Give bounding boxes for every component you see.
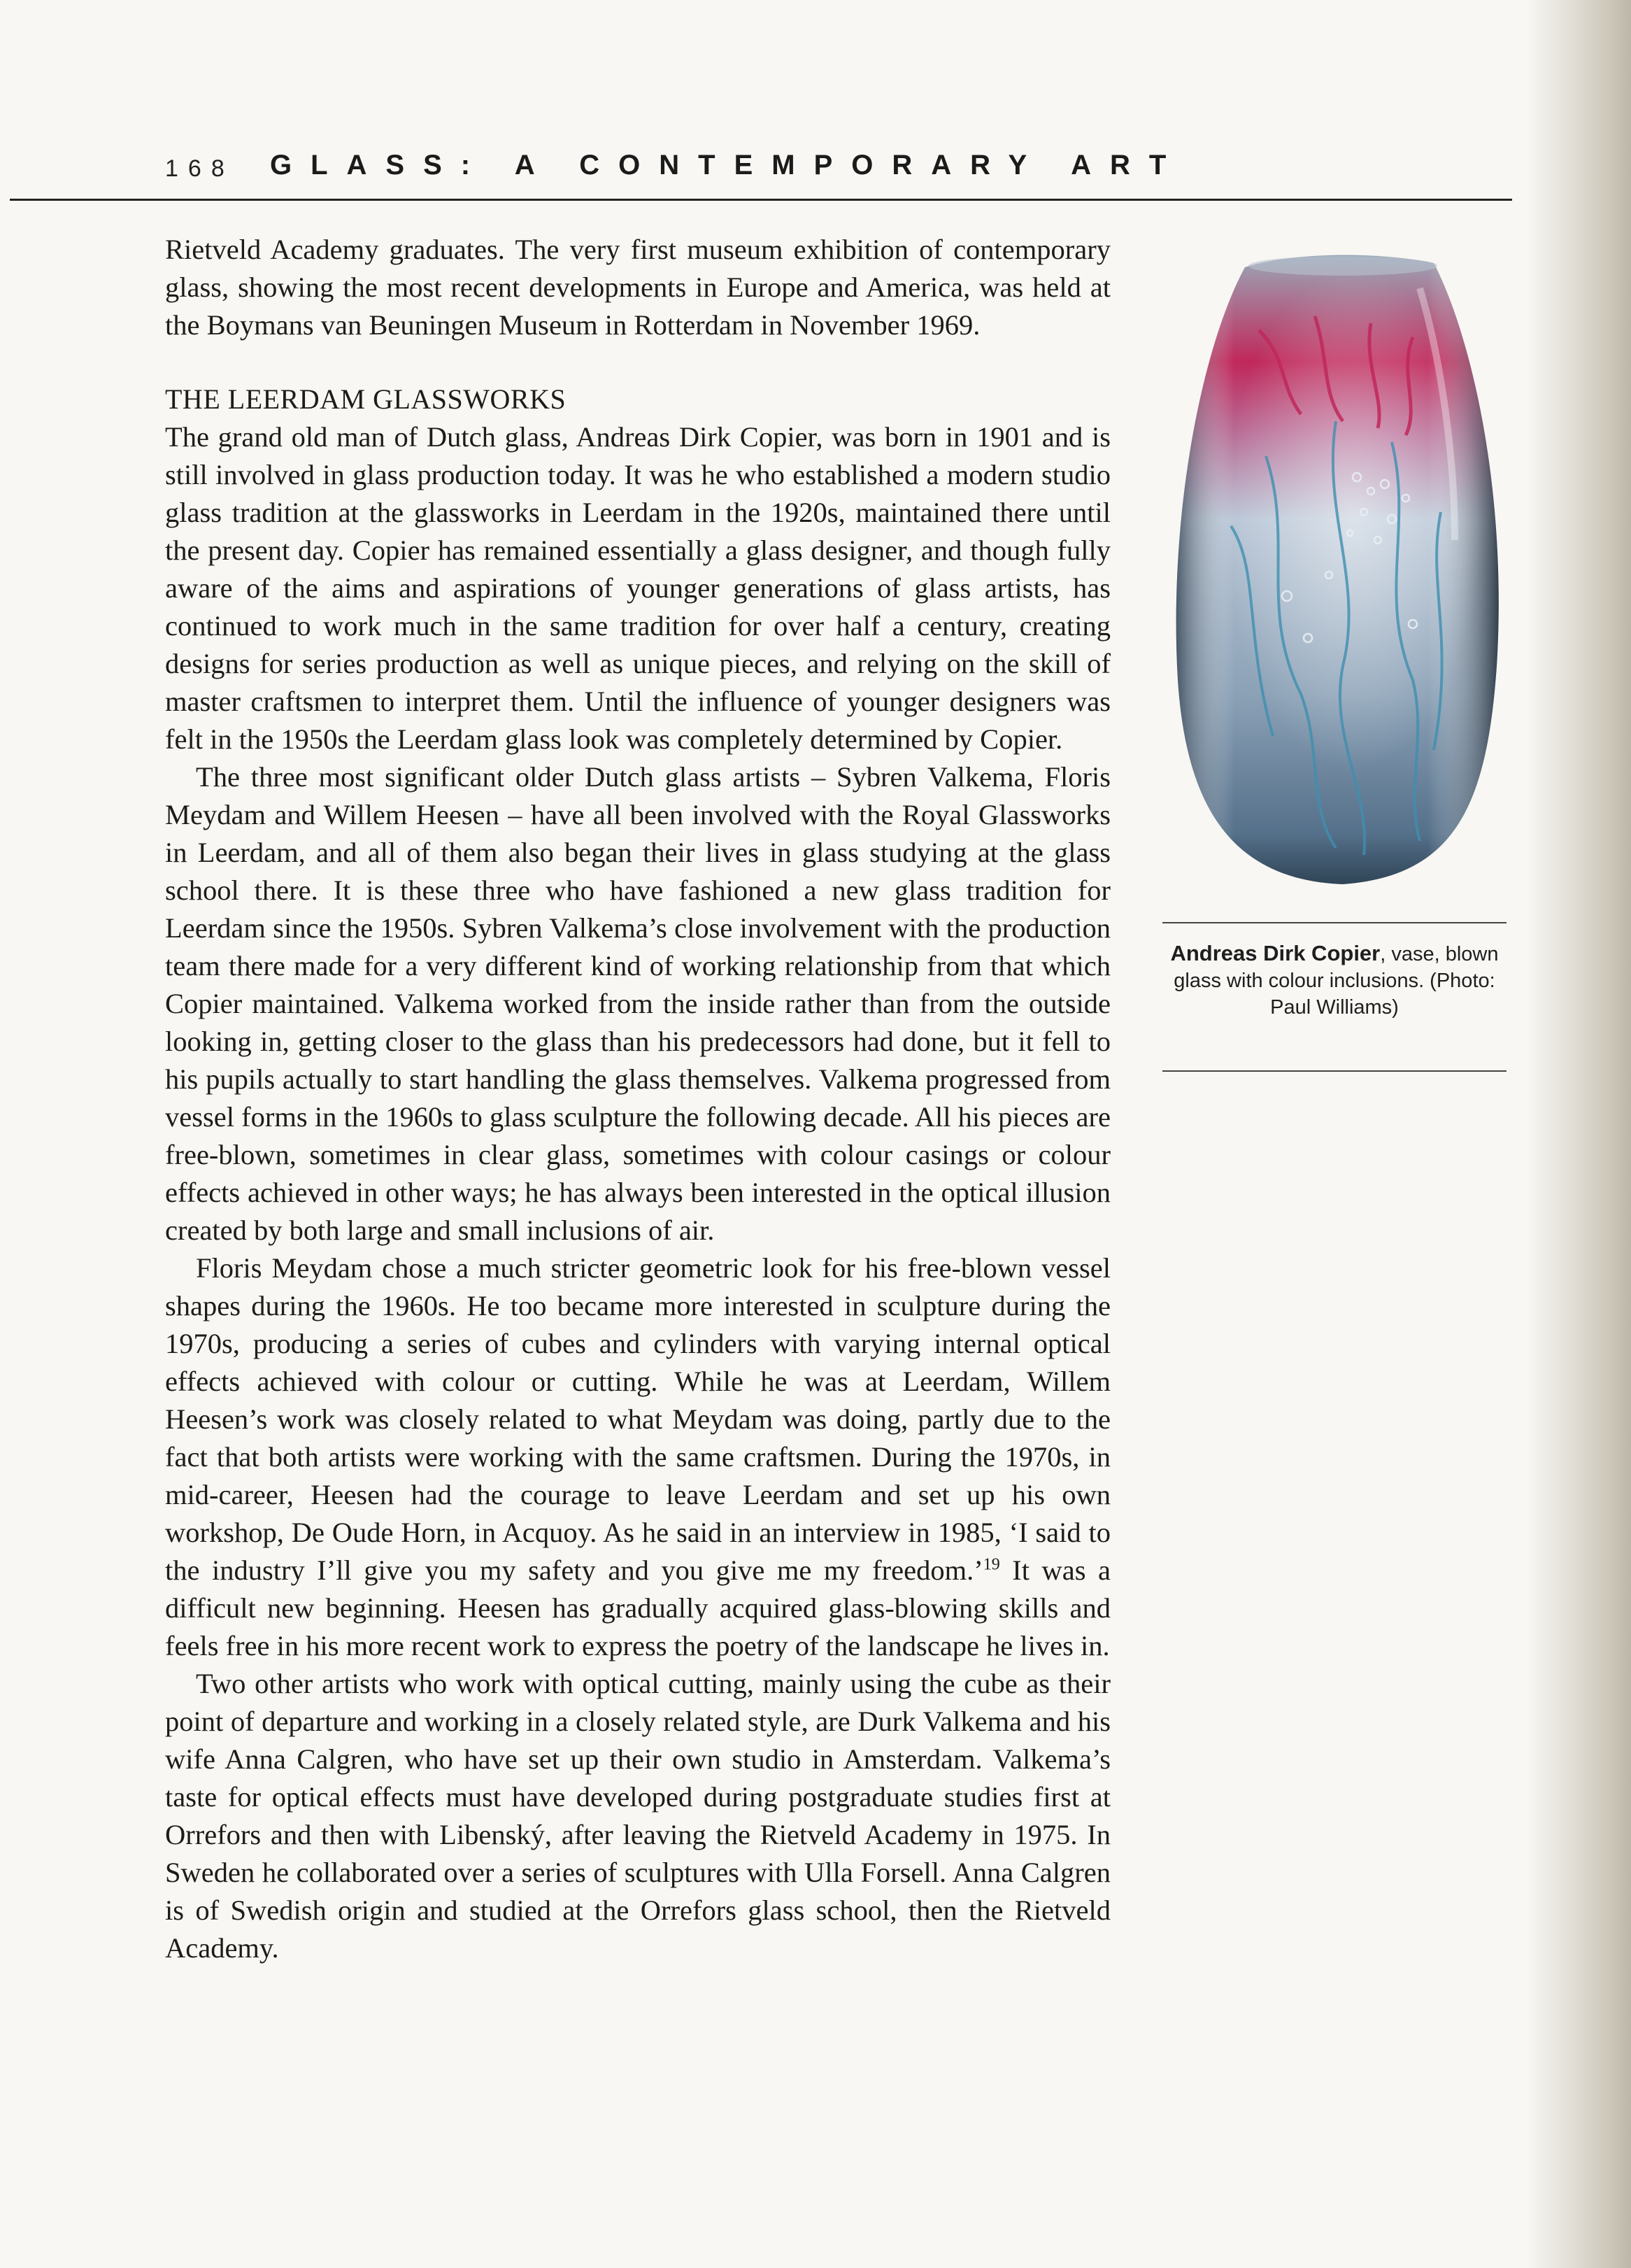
section-heading: THE LEERDAM GLASSWORKS	[165, 383, 567, 415]
paragraph: The grand old man of Dutch glass, Andreas Dirk Copier, was born in 1901 and is still involved in glass production today. It was he who established a modern studio glass tradition at the glassworks in Leerdam in the 1920s, maintained there until the present day. Copier has remained essentially a glass designer, and though fully aware of the aims and aspirations of younger generations of glass artists, has continued to work much in the same tradition for over half a century, creating designs for series production as well as unique pieces, and relying on the skill of master craftsmen to interpret them. Until the influence of younger designers was felt in the 1950s the Leerdam glass look was completely determined by Copier.	[165, 421, 1111, 755]
paragraph: The three most significant older Dutch glass artists – Sybren Valkema, Floris Meydam and Willem Heesen – have all been involved with the Royal Glassworks in Leerdam, and all of them also began their lives in glass studying at the glass school there. It is these three who have fashioned a new glass tradition for Leerdam since the 1950s. Sybren Valkema’s close involvement with the production team there made for a very different kind of working relationship from that which Copier maintained. Valkema worked from the inside rather than from the outside looking in, getting closer to the glass than his predecessors had done, but it fell to his pupils actually to start handling the glass themselves. Valkema progressed from vessel forms in the 1960s to glass sculpture the following decade. All his pieces are free-blown, sometimes in clear glass, sometimes with colour casings or colour effects achieved in other ways; he has always been interested in the optical illusion created by both large and small inclusions of air.	[165, 761, 1111, 1246]
paragraph	[165, 1249, 1111, 1665]
header-rule	[10, 199, 1512, 201]
paragraph: Rietveld Academy graduates. The very first museum exhibition of contemporary glass, showing the most recent developments in Europe and America, was held at the Boymans van Beuningen Museum in Rotterdam in November 1969.	[165, 234, 1111, 341]
caption-text: , vase, blown glass with colour inclusions. (Photo: Paul Williams)	[1174, 943, 1499, 1019]
figure-caption	[1162, 940, 1507, 1021]
main-text-column	[165, 231, 1111, 1967]
page-header	[165, 150, 1508, 192]
caption-bottom-rule	[1162, 1070, 1507, 1072]
caption-top-rule	[1162, 922, 1507, 923]
caption-artist: Andreas Dirk Copier	[1170, 941, 1381, 965]
book-gutter-shadow	[1526, 0, 1631, 2268]
paragraph: Two other artists who work with optical cutting, mainly using the cube as their point of departure and working in a closely related style, are Durk Valkema and his wife Anna Calgren, who have set up their own studio in Amsterdam. Valkema’s taste for optical effects must have developed during postgraduate studies first at Orrefors and then with Libenský, after leaving the Rietveld Academy in 1975. In Sweden he collaborated over a series of sculptures with Ulla Forsell. Anna Calgren is of Swedish origin and studied at the Orrefors glass school, then the Rietveld Academy.	[165, 1668, 1111, 1964]
paragraph-text: It was a difficult new beginning. Heesen has gradually acquired glass-blowing skills and feels free in his more recent work to express the poetry of the landscape he lives in.	[165, 1554, 1111, 1661]
footnote-reference: 19	[983, 1555, 1000, 1574]
paragraph-text: Floris Meydam chose a much stricter geometric look for his free-blown vessel shapes during the 1960s. He too became more interested in sculpture during the 1970s, producing a series of cubes and cylinders with varying internal optical effects achieved with colour or cutting. While he was at Leerdam, Willem Heesen’s work was closely related to what Meydam was doing, partly due to the fact that both artists were working with the same craftsmen. During the 1970s, in mid-career, Heesen had the courage to leave Leerdam and set up his own workshop, De Oude Horn, in Acquoy. As he said in an interview in 1985, ‘I said to the industry I’ll give you my safety and you give me my freedom.’	[165, 1252, 1111, 1586]
vase-photograph	[1161, 246, 1511, 888]
page-number: 168	[165, 155, 234, 182]
running-title: GLASS: A CONTEMPORARY ART	[270, 150, 1185, 180]
